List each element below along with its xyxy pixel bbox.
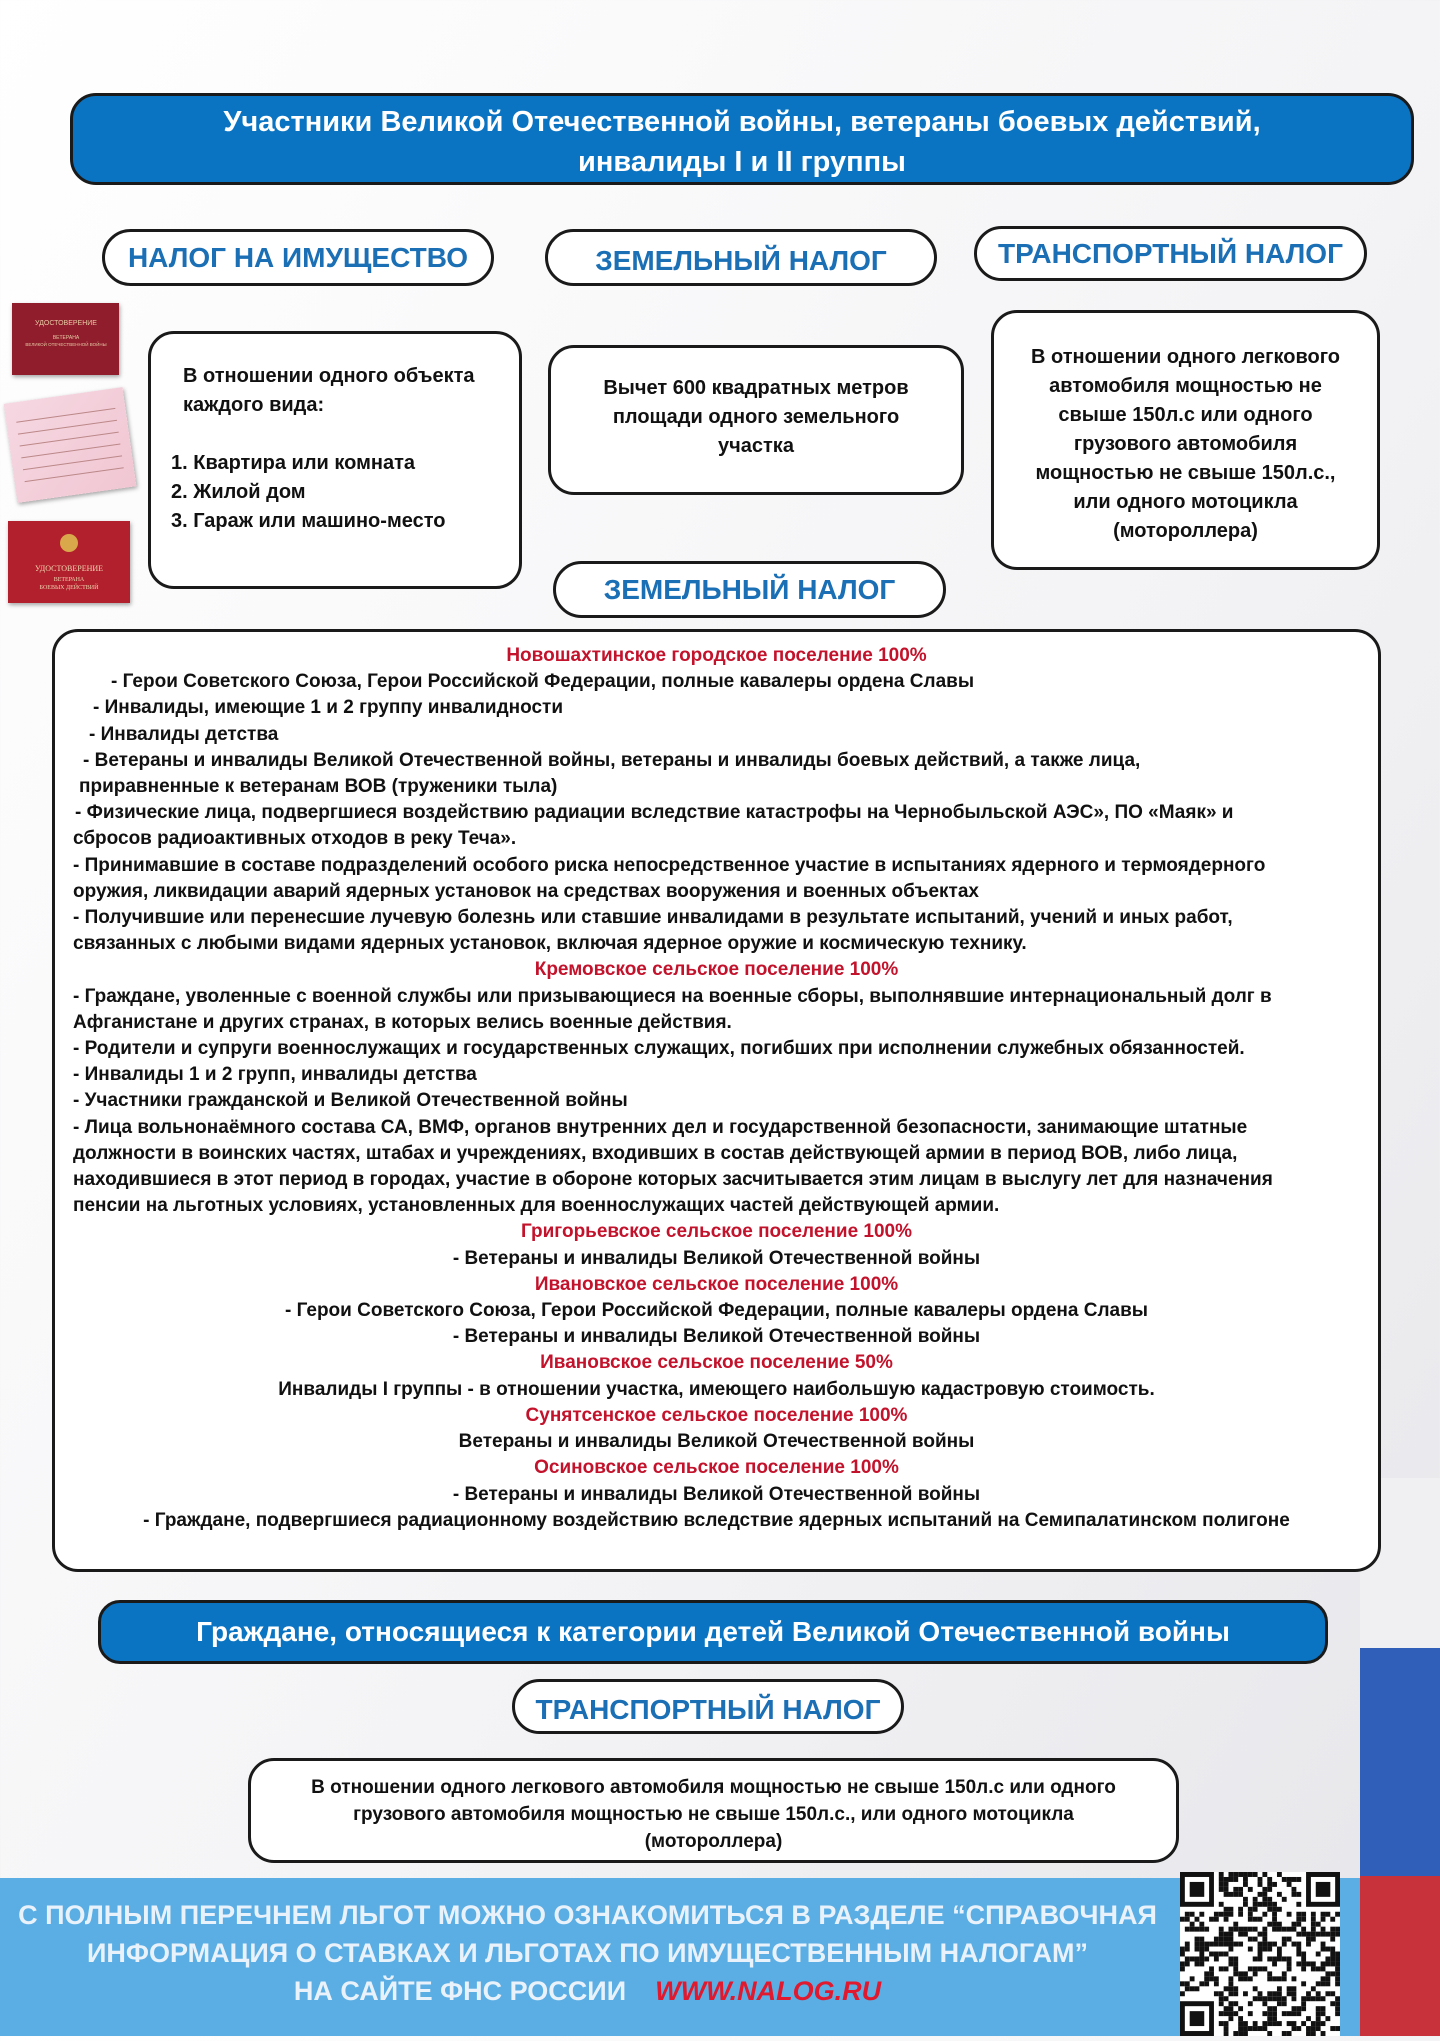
- benefit-line: - Ветераны и инвалиды Великой Отечественной войны: [452, 1247, 981, 1269]
- benefit-line: - Инвалиды 1 и 2 групп, инвалиды детства: [73, 1064, 477, 1086]
- benefit-line: - Физические лица, подвергшиеся воздействию радиации вследствие катастрофы на Чернобыльской АЭС», ПО «Маяк» и: [75, 802, 1234, 824]
- footer-line-2: ИНФОРМАЦИЯ О СТАВКАХ И ЛЬГОТАХ ПО ИМУЩЕСТВЕННЫМ НАЛОГАМ”: [87, 1938, 1088, 1968]
- pension-certificate-image: [4, 387, 137, 503]
- benefit-line: - Граждане, подвергшиеся радиационному воздействию вследствие ядерных испытаний на Семипалатинском полигоне: [143, 1509, 1290, 1531]
- benefit-line: оружия, ликвидации аварий ядерных установок на средствах вооружения и военных объектах: [73, 880, 979, 902]
- settlement-heading: Новошахтинское городское поселение 100%: [506, 645, 927, 666]
- benefit-line: сбросов радиоактивных отходов в реку Теча».: [73, 828, 517, 850]
- children-transport-tax-text: В отношении одного легкового автомобиля мощностью не свыше 150л.с или одного грузового автомобиля мощностью не свыше 150л.с., или одного мотоцикла (мотороллера): [311, 1777, 1116, 1852]
- children-of-war-banner: Граждане, относящиеся к категории детей Великой Отечественной войны: [98, 1600, 1328, 1664]
- svg-text:ВЕТЕРАНА: ВЕТЕРАНА: [52, 335, 79, 341]
- page-title-banner: [70, 93, 1414, 185]
- flag-red-stripe: [1360, 1876, 1440, 2036]
- settlement-heading: Кремовское сельское поселение 100%: [534, 959, 899, 981]
- benefit-line: - Ветераны и инвалиды Великой Отечественной войны: [452, 1326, 981, 1348]
- flag-blue-stripe: [1360, 1648, 1440, 1876]
- benefit-line: - Граждане, уволенные с военной службы или призывающиеся на военные сборы, выполнявшие интернациональный долг в: [73, 985, 1272, 1007]
- transport-tax-box: [991, 310, 1380, 570]
- property-item-1: 1. Квартира или комната: [171, 452, 416, 474]
- benefit-line: - Герои Советского Союза, Герои Российской Федерации, полные кавалеры ордена Славы: [111, 671, 975, 693]
- settlement-heading: Сунятсенское сельское поселение 100%: [525, 1404, 908, 1426]
- property-item-2: 2. Жилой дом: [171, 481, 306, 503]
- benefit-line: приравненные к ветеранам ВОВ (труженики тыла): [79, 776, 558, 798]
- certificate-lines: [4, 387, 137, 503]
- children-transport-tax-box: [248, 1758, 1179, 1863]
- transport-tax-title: ТРАНСПОРТНЫЙ НАЛОГ: [974, 226, 1367, 281]
- combat-veteran-certificate-image: [8, 521, 130, 603]
- footer-line-3: [0, 1972, 1175, 2010]
- footer-site-label: НА САЙТЕ ФНС РОССИИ: [293, 1976, 627, 2006]
- benefit-line: Афганистане и других странах, в которых велись военные действия.: [73, 1011, 732, 1033]
- benefit-line: - Инвалиды, имеющие 1 и 2 группу инвалидности: [93, 697, 564, 719]
- svg-text:ВЕЛИКОЙ ОТЕЧЕСТВЕННОЙ ВОЙНЫ: ВЕЛИКОЙ ОТЕЧЕСТВЕННОЙ ВОЙНЫ: [24, 342, 107, 347]
- local-land-tax-title: ЗЕМЕЛЬНЫЙ НАЛОГ: [553, 561, 946, 618]
- benefit-line: находившиеся в этот период в городах, участие в обороне которых засчитывается этим лицам в выслугу лет для назначения: [73, 1169, 1273, 1191]
- property-tax-intro: В отношении одного объекта каждого вида:: [183, 365, 475, 416]
- property-tax-title: НАЛОГ НА ИМУЩЕСТВО: [102, 229, 494, 286]
- qr-code[interactable]: [1180, 1872, 1340, 2036]
- land-tax-text: Вычет 600 квадратных метров площади одного земельного участка: [603, 377, 909, 457]
- certificate-lettering: [16, 317, 116, 357]
- benefit-line: пенсии на льготных условиях, установленных для военнослужащих частей действующей армии.: [73, 1195, 1000, 1217]
- benefit-line: должности в воинских частях, штабах и учреждениях, входивших в состав действующей армии в период ВОВ, либо лица,: [73, 1142, 1238, 1164]
- svg-text:БОЕВЫХ ДЕЙСТВИЙ: БОЕВЫХ ДЕЙСТВИЙ: [39, 585, 99, 591]
- settlement-heading: Ивановское сельское поселение 100%: [534, 1273, 899, 1295]
- benefit-line: - Ветераны и инвалиды Великой Отечественной войны, ветераны и инвалиды боевых действий, а также лица,: [83, 749, 1141, 771]
- benefit-line: - Принимавшие в составе подразделений особого риска непосредственное участие в испытаниях ядерного и термоядерного: [73, 854, 1266, 876]
- benefit-line: - Родители и супруги военнослужащих и государственных служащих, погибших при исполнении служебных обязанностей.: [73, 1038, 1245, 1060]
- benefit-line: - Получившие или перенесшие лучевую болезнь или ставшие инвалидами в результате испытаний, учений и иных работ,: [73, 907, 1233, 929]
- nalog-website-link[interactable]: WWW.NALOG.RU: [655, 1976, 882, 2006]
- footer-text: [0, 1896, 1175, 2010]
- svg-text:ВЕТЕРАНА: ВЕТЕРАНА: [53, 577, 85, 583]
- settlement-heading: Осиновское сельское поселение 100%: [534, 1457, 899, 1479]
- certificate-emblem: [8, 521, 130, 603]
- benefit-line: - Лица вольнонаёмного состава СА, ВМФ, органов внутренних дел и государственной безопасности, занимающие штатные: [73, 1116, 1248, 1138]
- settlement-heading: Григорьевское сельское поселение 100%: [520, 1221, 913, 1243]
- page-title-line-2: инвалиды I и II группы: [578, 146, 906, 178]
- benefit-line: - Герои Советского Союза, Герои Российской Федерации, полные кавалеры ордена Славы: [284, 1300, 1149, 1322]
- land-tax-box: [548, 345, 964, 495]
- children-transport-tax-title: ТРАНСПОРТНЫЙ НАЛОГ: [512, 1679, 904, 1734]
- benefit-line: - Инвалиды детства: [89, 723, 279, 745]
- footer-line-1: С ПОЛНЫМ ПЕРЕЧНЕМ ЛЬГОТ МОЖНО ОЗНАКОМИТЬСЯ В РАЗДЕЛЕ “СПРАВОЧНАЯ: [18, 1900, 1157, 1930]
- benefit-line: - Ветераны и инвалиды Великой Отечественной войны: [452, 1483, 981, 1505]
- benefit-line: Инвалиды I группы - в отношении участка, имеющего наибольшую кадастровую стоимость.: [278, 1378, 1155, 1400]
- veteran-wwii-certificate-image: [12, 303, 119, 375]
- transport-tax-text: В отношении одного легкового автомобиля мощностью не свыше 150л.с или одного грузового автомобиля мощностью не свыше 150л.с., или одного мотоцикла (мотороллера): [1030, 346, 1340, 542]
- svg-text:УДОСТОВЕРЕНИЕ: УДОСТОВЕРЕНИЕ: [34, 564, 104, 573]
- qr-code-pattern: [1180, 1872, 1340, 2036]
- property-item-3: 3. Гараж или машино-место: [171, 510, 446, 532]
- benefits-list: [73, 643, 1360, 1534]
- property-tax-box: [148, 331, 522, 589]
- benefit-line: - Участники гражданской и Великой Отечественной войны: [73, 1090, 628, 1112]
- settlement-heading: Ивановское сельское поселение 50%: [540, 1352, 893, 1374]
- benefit-line: связанных с любыми видами ядерных установок, включая ядерное оружие и космическую технику.: [73, 933, 1027, 955]
- benefit-line: Ветераны и инвалиды Великой Отечественной войны: [458, 1431, 975, 1453]
- svg-text:УДОСТОВЕРЕНИЕ: УДОСТОВЕРЕНИЕ: [34, 320, 97, 327]
- land-tax-title: ЗЕМЕЛЬНЫЙ НАЛОГ: [545, 229, 937, 286]
- local-land-tax-benefits-box: [52, 629, 1381, 1572]
- page-title-line-1: Участники Великой Отечественной войны, ветераны боевых действий,: [223, 106, 1261, 138]
